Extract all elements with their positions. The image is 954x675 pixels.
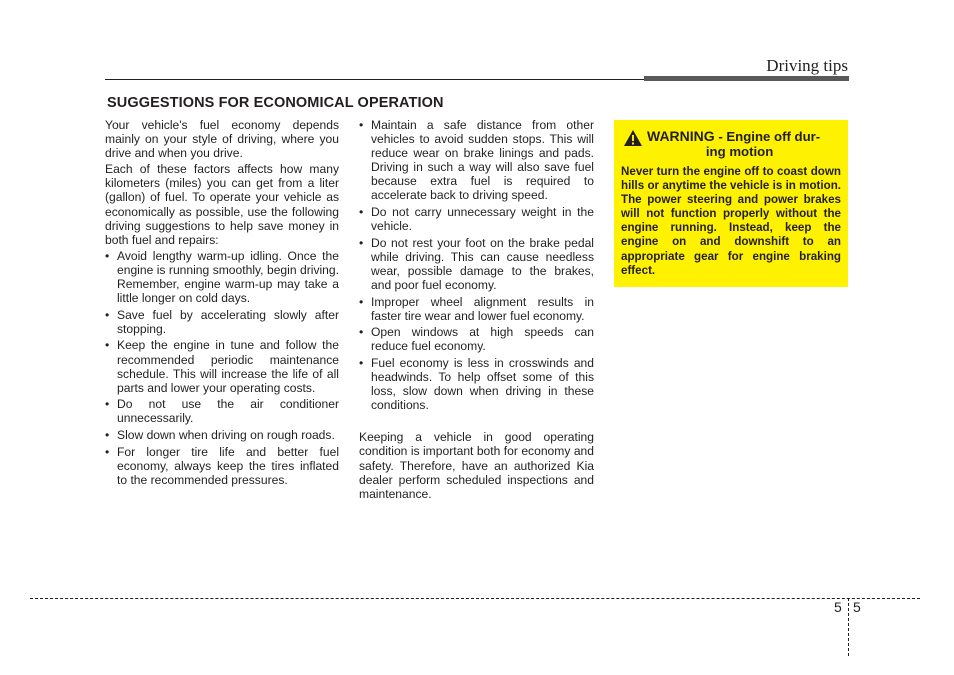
paragraph: Your vehicle's fuel economy depends mainly on your style of driving, where you drive and when you drive.: [105, 118, 339, 161]
bullet-glyph: •: [105, 397, 110, 412]
bullet-list: [105, 249, 339, 487]
list-item-text: Do not rest your foot on the brake pedal while driving. This can cause needless wear, possible damage to the brakes, and poor fuel economy.: [371, 235, 594, 293]
bullet-glyph: •: [359, 325, 364, 340]
column-2: [359, 118, 594, 503]
list-item: [359, 205, 594, 233]
list-item-text: Save fuel by accelerating slowly after stopping.: [117, 307, 339, 336]
bullet-glyph: •: [359, 118, 364, 132]
list-item: [105, 338, 339, 394]
bullet-glyph: •: [359, 356, 364, 370]
header-title: Driving tips: [766, 56, 848, 75]
bullet-list: [359, 118, 594, 412]
list-item: [359, 356, 594, 412]
list-item: [105, 249, 339, 305]
list-item-text: Avoid lengthy warm-up idling. Once the engine is running smoothly, begin driving. Remember, engine warm-up may take a little longer on cold days.: [117, 248, 339, 306]
list-item: [359, 325, 594, 353]
bullet-glyph: •: [105, 248, 110, 263]
list-item-text: Maintain a safe distance from other vehicles to avoid sudden stops. This will reduce wear on brake linings and pads. Driving in such a way will also save fuel because extra fuel is required to accelerate back to driving speed.: [371, 118, 594, 203]
bullet-glyph: •: [105, 338, 110, 353]
bullet-glyph: •: [105, 444, 110, 459]
header-rule: [105, 79, 645, 80]
warning-label: WARNING: [647, 128, 715, 144]
page-number: 5: [853, 599, 861, 615]
bullet-glyph: •: [359, 294, 364, 309]
list-item: [105, 445, 339, 487]
list-item-text: Fuel economy is less in crosswinds and headwinds. To help offset some of this loss, slow down when driving in these conditions.: [371, 356, 594, 413]
bullet-glyph: •: [105, 427, 110, 442]
bullet-glyph: •: [105, 307, 110, 322]
header-bar: [644, 76, 849, 81]
list-item: [359, 295, 594, 323]
list-item-text: Slow down when driving on rough roads.: [117, 427, 335, 442]
list-item-text: Open windows at high speeds can reduce fuel economy.: [371, 325, 594, 354]
list-item-text: For longer tire life and better fuel economy, always keep the tires inflated to the recommended pressures.: [117, 444, 339, 487]
warning-subtitle: - Engine off dur-: [714, 129, 821, 144]
list-item: [105, 308, 339, 336]
list-item-text: Improper wheel alignment results in faster tire wear and lower fuel economy.: [371, 294, 594, 323]
list-item-text: Do not use the air conditioner unnecessarily.: [117, 397, 339, 426]
column-1: [105, 118, 339, 489]
warning-subtitle-continued: ing motion: [705, 144, 774, 159]
bullet-glyph: •: [359, 235, 364, 250]
paragraph: Each of these factors affects how many kilometers (miles) you can get from a liter (gallon) of fuel. To operate your vehicle as economically as possible, use the following driving suggestions to help save money in both fuel and repairs:: [105, 162, 339, 247]
chapter-number: 5: [834, 599, 842, 615]
footer-divider: [848, 598, 849, 656]
list-item-text: Do not carry unnecessary weight in the vehicle.: [371, 205, 594, 234]
list-item: [105, 397, 339, 425]
warning-text: Never turn the engine off to coast down hills or anytime the vehicle is in motion. The power steering and power brakes will not function properly without the engine running. Instead, keep the engine on and downshift to an appropriate gear for engine braking effect.: [621, 165, 841, 277]
closing-paragraph: Keeping a vehicle in good operating condition is important both for economy and safety. Therefore, have an authorized Kia dealer perform scheduled inspections and maintenance.: [359, 430, 594, 501]
list-item-text: Keep the engine in tune and follow the recommended periodic maintenance schedule. This will increase the life of all parts and lower your operating costs.: [117, 338, 339, 395]
list-item: [359, 236, 594, 292]
warning-box: [614, 120, 848, 287]
section-heading: SUGGESTIONS FOR ECONOMICAL OPERATION: [107, 95, 444, 111]
warning-triangle-icon: [623, 129, 643, 147]
bullet-glyph: •: [359, 205, 364, 220]
list-item: [105, 428, 339, 442]
warning-title: [621, 129, 841, 159]
list-item: [359, 118, 594, 203]
footer-rule: [30, 598, 920, 599]
